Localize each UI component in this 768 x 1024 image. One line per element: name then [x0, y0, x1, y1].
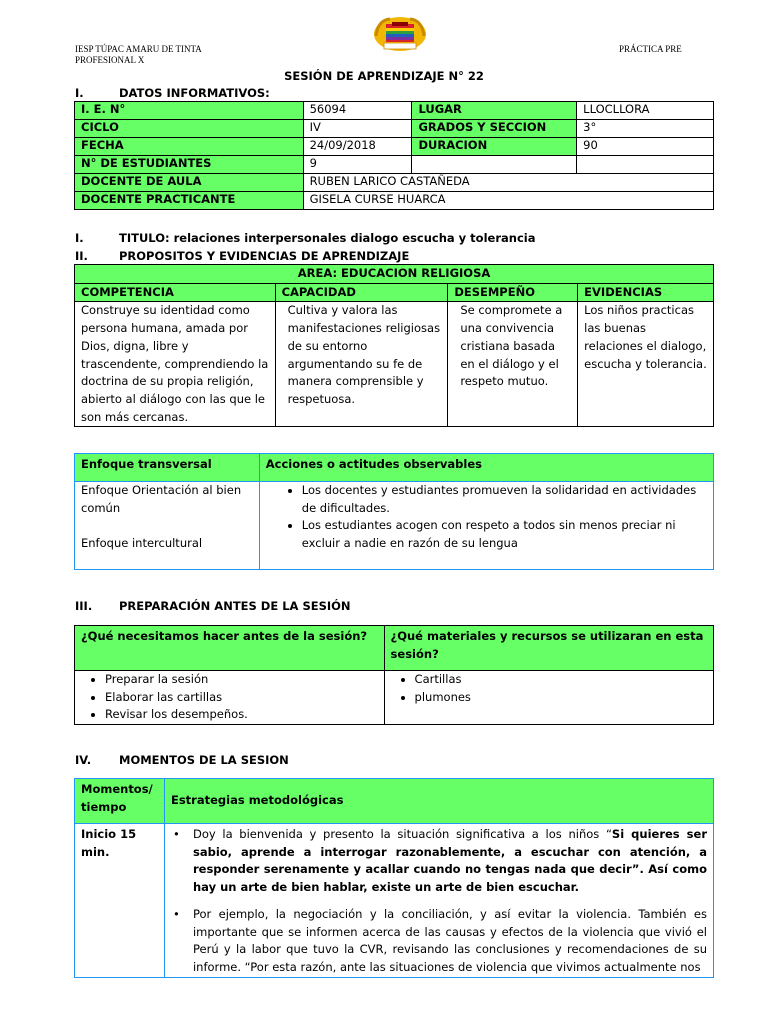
institution-subtitle: PROFESIONAL X	[75, 55, 145, 65]
duracion-label: DURACION	[412, 138, 577, 156]
inicio-quote: Si quieres ser sabio, aprende a interrogar razonablemente, a escuchar con atención, a responder serenamente y acallar cuando no tengas nada que decir”. Así como hay un arte de bien hablar, existe un arte de bien escuchar.	[192, 827, 707, 895]
list-item: • Elaborar las cartillas	[105, 689, 378, 707]
section-1-title: DATOS INFORMATIVOS:	[119, 86, 270, 100]
preparacion-table	[74, 625, 714, 725]
crest-logo	[370, 14, 430, 54]
propositos-table	[74, 264, 714, 427]
list-item: • Preparar la sesión	[105, 671, 378, 689]
list-item: • plumones	[415, 689, 707, 707]
session-title: SESIÓN DE APRENDIZAJE N° 22	[284, 69, 484, 83]
titulo-text: TITULO: relaciones interpersonales dialogo escucha y tolerancia	[119, 231, 536, 245]
enfoque-table	[74, 453, 714, 570]
docente-practicante-label: DOCENTE PRACTICANTE	[75, 192, 304, 210]
estudiantes-value: 9	[303, 156, 412, 174]
inicio-paragraph-1: Doy la bienvenida y presento la situación significativa a los niños “	[192, 827, 612, 841]
section-4-number: IV.	[75, 753, 92, 767]
docente-aula-label: DOCENTE DE AULA	[75, 174, 304, 192]
enfoque-bien-comun: Enfoque Orientación al bien común	[81, 483, 242, 515]
capacidad-text: Cultiva y valora las manifestaciones religiosas de su entorno argumentando su fe de manera comprensible y respetuosa.	[275, 302, 448, 427]
inicio-time: Inicio 15 min.	[75, 824, 165, 978]
section-1-number: I.	[75, 86, 84, 100]
ie-label: I. E. N°	[75, 102, 304, 120]
desempeno-text: Se compromete a una convivencia cristiana basada en el diálogo y el respeto mutuo.	[448, 302, 578, 427]
titulo-number: I.	[75, 231, 84, 245]
acciones-list	[276, 482, 707, 553]
empty-cell	[412, 156, 577, 174]
enfoque-header: Enfoque transversal	[75, 454, 260, 482]
lugar-value: LLOCLLORA	[577, 102, 714, 120]
list-item: • Cartillas	[415, 671, 707, 689]
ciclo-value: IV	[303, 120, 412, 138]
inicio-paragraph-2: Por ejemplo, la negociación y la conciliación, y así evitar la violencia. También es importante que se informen acerca de las causas y efectos de la violencia que vivió el Perú y la labor que tuvo la CVR, revisando las conclusiones y recomendaciones de su informe. “Por esta razón, ante las situaciones de violencia que vivimos actualmente nos	[192, 906, 707, 974]
section-3-title: PREPARACIÓN ANTES DE LA SESIÓN	[119, 599, 351, 613]
list-item: • Los docentes y estudiantes promueven la solidaridad en actividades de dificultades.	[302, 482, 707, 517]
institution-name: IESP TÚPAC AMARU DE TINTA	[75, 44, 202, 54]
enfoque-intercultural: Enfoque intercultural	[81, 536, 203, 551]
ie-value: 56094	[303, 102, 412, 120]
area-title: AREA: EDUCACION RELIGIOSA	[75, 265, 714, 284]
grados-label: GRADOS Y SECCION	[412, 120, 577, 138]
docente-aula-value: RUBEN LARICO CASTAÑEDA	[303, 174, 713, 192]
prep-tasks-list	[79, 671, 378, 724]
empty-cell	[577, 156, 714, 174]
evidencias-text: Los niños practicas las buenas relaciones el dialogo, escucha y tolerancia.	[578, 302, 714, 427]
docente-practicante-value: GISELA CURSE HUARCA	[303, 192, 713, 210]
prep-materials-list	[389, 671, 707, 706]
momentos-header: Momentos/ tiempo	[75, 779, 165, 824]
practice-label: PRÁCTICA PRE	[619, 44, 682, 54]
section-2-title: PROPOSITOS Y EVIDENCIAS DE APRENDIZAJE	[119, 249, 410, 263]
list-item: • Revisar los desempeños.	[105, 706, 378, 724]
prep-left-header: ¿Qué necesitamos hacer antes de la sesión?	[75, 626, 385, 671]
prep-right-header: ¿Qué materiales y recursos se utilizaran en esta sesión?	[384, 626, 713, 671]
grados-value: 3°	[577, 120, 714, 138]
estudiantes-label: N° DE ESTUDIANTES	[75, 156, 304, 174]
lugar-label: LUGAR	[412, 102, 577, 120]
momentos-table: Momentos/ tiempo Estrategias metodológicas Inicio 15 min. • Doy la bienvenida y presento la situación significativa a los niños “Si quieres ser sabio, aprende a interrogar razonablemente, a escuchar con atención, a responder serenamente y acallar cuando no tengas nada que decir”. Así como hay un arte de bien hablar, existe un arte de bien escuchar. • Por ejemplo, la negociación y la conciliación, y así evitar la violencia. También es importante que se informen acerca de las causas y efectos de la violencia que vivió el Perú y la labor que tuvo la CVR, revisando las conclusiones y recomendaciones de su informe. “Por esta razón, ante las situaciones de violencia que vivimos actualmente nos	[74, 778, 714, 978]
capacidad-header: CAPACIDAD	[275, 283, 448, 302]
desempeno-header: DESEMPEÑO	[448, 283, 578, 302]
section-3-number: III.	[75, 599, 93, 613]
estrategias-header: Estrategias metodológicas	[164, 779, 713, 824]
list-item: • Los estudiantes acogen con respeto a todos sin menos preciar ni excluir a nadie en razón de su lengua	[302, 517, 707, 552]
evidencias-header: EVIDENCIAS	[578, 283, 714, 302]
competencia-header: COMPETENCIA	[75, 283, 276, 302]
competencia-text: Construye su identidad como persona humana, amada por Dios, digna, libre y trascendente, comprendiendo la doctrina de su propia religión, abierto al diálogo con las que le son más cercanas.	[75, 302, 276, 427]
section-2-number: II.	[75, 249, 88, 263]
section-4-title: MOMENTOS DE LA SESION	[119, 753, 289, 767]
fecha-label: FECHA	[75, 138, 304, 156]
datos-table	[74, 101, 714, 210]
duracion-value: 90	[577, 138, 714, 156]
fecha-value: 24/09/2018	[303, 138, 412, 156]
acciones-header: Acciones o actitudes observables	[259, 454, 713, 482]
ciclo-label: CICLO	[75, 120, 304, 138]
